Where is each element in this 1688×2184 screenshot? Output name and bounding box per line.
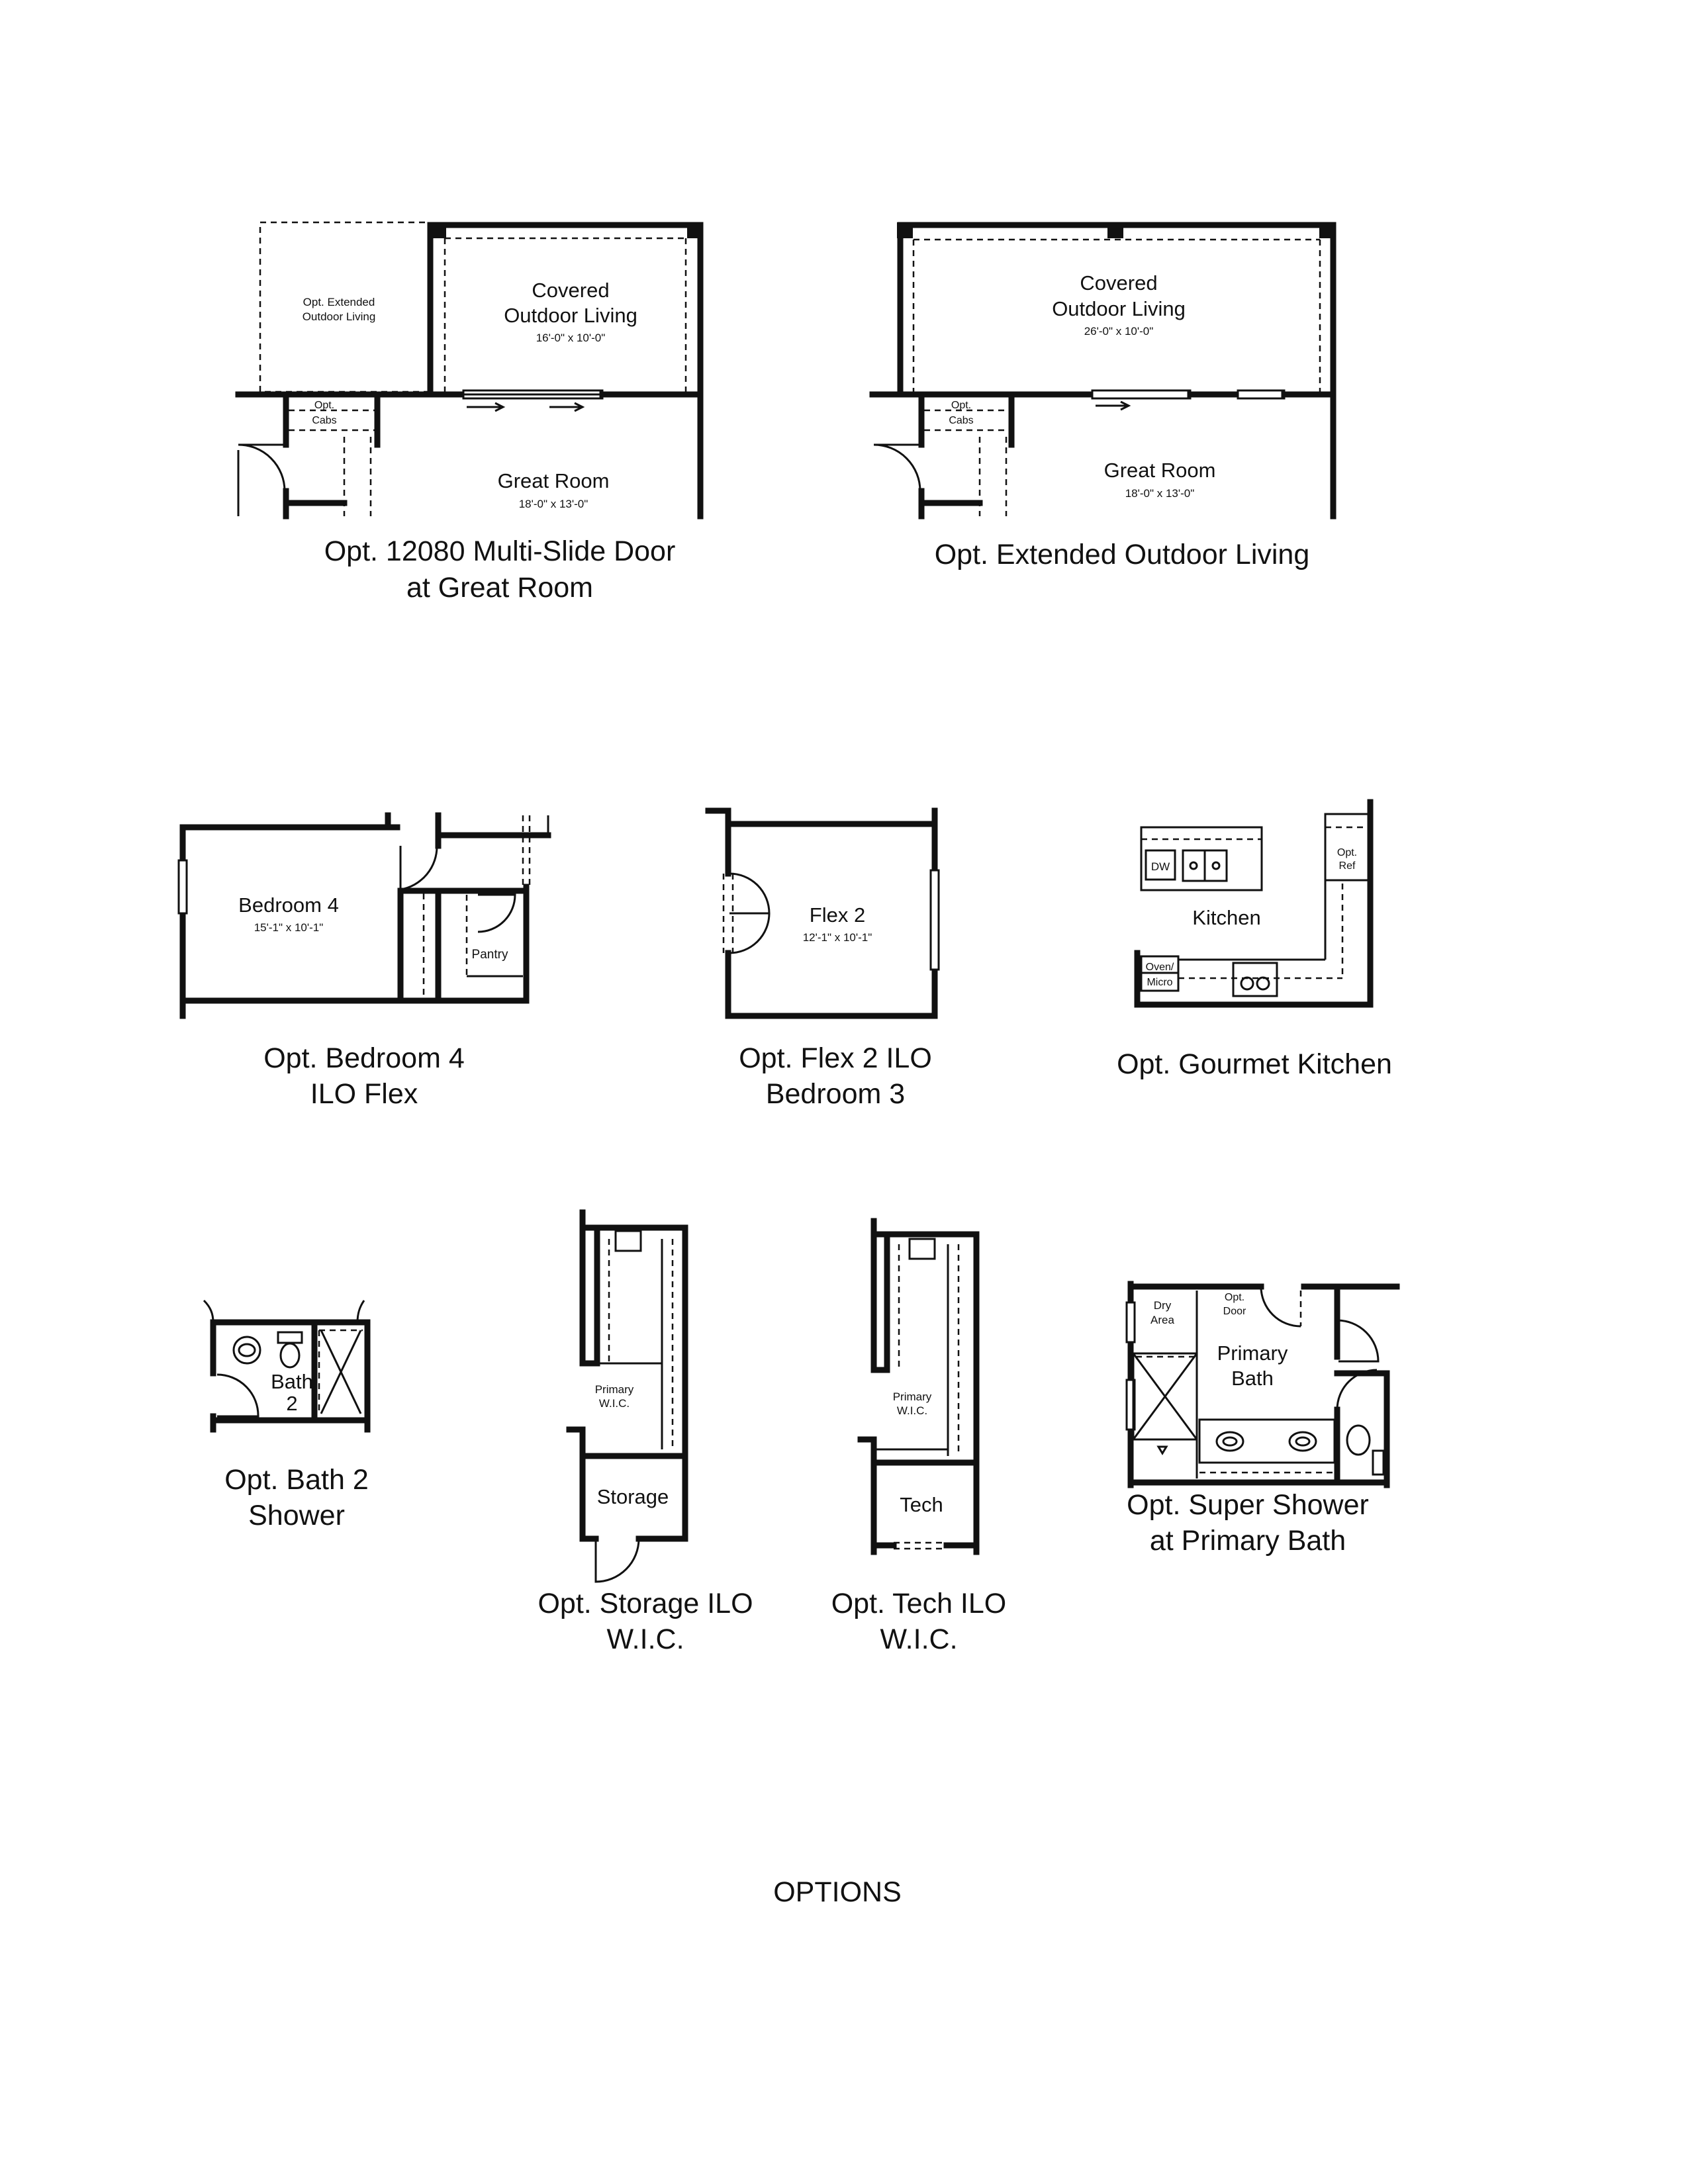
- window: [1127, 1302, 1135, 1342]
- caption-bath-2-shower: Opt. Bath 2 Shower: [224, 1464, 369, 1531]
- label-oven-micro: Oven/ Micro: [1145, 962, 1174, 988]
- plan-bath-2-shower: [204, 1300, 369, 1531]
- cooktop: [1233, 963, 1277, 996]
- caption-tech-ilo-wic: Opt. Tech ILO W.I.C.: [831, 1588, 1007, 1655]
- plan-super-shower: [1127, 1284, 1397, 1557]
- label-bath-2: Bath 2: [271, 1370, 313, 1415]
- label-opt-door: Opt. Door: [1223, 1292, 1246, 1317]
- label-covered-outdoor: Covered Outdoor Living: [504, 279, 637, 327]
- label-extended-outdoor: Opt. Extended Outdoor Living: [302, 296, 376, 323]
- label-bedroom-4: Bedroom 4: [238, 893, 339, 917]
- caption-multi-slide-door: Opt. 12080 Multi-Slide Door at Great Room: [324, 535, 676, 604]
- window: [1238, 390, 1284, 398]
- label-kitchen: Kitchen: [1192, 906, 1261, 929]
- plan-gourmet-kitchen: [1117, 802, 1392, 1080]
- label-flex-2: Flex 2: [809, 903, 866, 927]
- size-flex-2: 12'-1" x 10'-1": [802, 931, 872, 944]
- size-great-room: 18'-0" x 13'-0": [518, 498, 588, 510]
- window: [931, 870, 939, 970]
- label-dry-area: Dry Area: [1150, 1299, 1174, 1326]
- size-great-room: 18'-0" x 13'-0": [1125, 487, 1195, 500]
- label-cabs: Opt. Cabs: [949, 400, 974, 426]
- plan-bedroom-4: [179, 815, 548, 1110]
- label-great-room: Great Room: [1103, 459, 1216, 482]
- label-opt-ref: Opt. Ref: [1336, 847, 1358, 872]
- caption-flex-2: Opt. Flex 2 ILO Bedroom 3: [739, 1042, 932, 1110]
- label-primary-wic: Primary W.I.C.: [892, 1390, 932, 1417]
- label-dw: DW: [1150, 860, 1170, 873]
- label-tech: Tech: [900, 1493, 943, 1516]
- size-bedroom-4: 15'-1" x 10'-1": [254, 921, 324, 934]
- label-pantry: Pantry: [471, 948, 508, 962]
- caption-extended-outdoor-living: Opt. Extended Outdoor Living: [934, 539, 1310, 570]
- plan-storage-ilo-wic: [538, 1212, 753, 1655]
- size-covered-outdoor: 26'-0" x 10'-0": [1084, 325, 1154, 338]
- label-primary-wic: Primary W.I.C.: [594, 1383, 634, 1410]
- vanity: [1199, 1420, 1335, 1463]
- caption-super-shower: Opt. Super Shower at Primary Bath: [1127, 1489, 1369, 1557]
- caption-bedroom-4: Opt. Bedroom 4 ILO Flex: [263, 1042, 465, 1110]
- label-cabs: Opt. Cabs: [312, 400, 337, 426]
- slide-door: [1092, 390, 1190, 398]
- page-title: OPTIONS: [773, 1876, 902, 1908]
- caption-gourmet-kitchen: Opt. Gourmet Kitchen: [1117, 1048, 1392, 1080]
- window: [179, 860, 187, 913]
- caption-storage-ilo-wic: Opt. Storage ILO W.I.C.: [538, 1588, 753, 1655]
- plan-flex-2: [708, 811, 939, 1110]
- label-covered-outdoor: Covered Outdoor Living: [1052, 271, 1186, 320]
- label-primary-bath: Primary Bath: [1217, 1342, 1288, 1390]
- label-great-room: Great Room: [497, 469, 610, 492]
- plan-multi-slide-door: [238, 222, 703, 604]
- size-covered-outdoor: 16'-0" x 10'-0": [536, 332, 606, 344]
- plan-extended-outdoor-living: [872, 222, 1335, 570]
- plan-tech-ilo-wic: [831, 1221, 1007, 1655]
- label-storage: Storage: [596, 1485, 669, 1508]
